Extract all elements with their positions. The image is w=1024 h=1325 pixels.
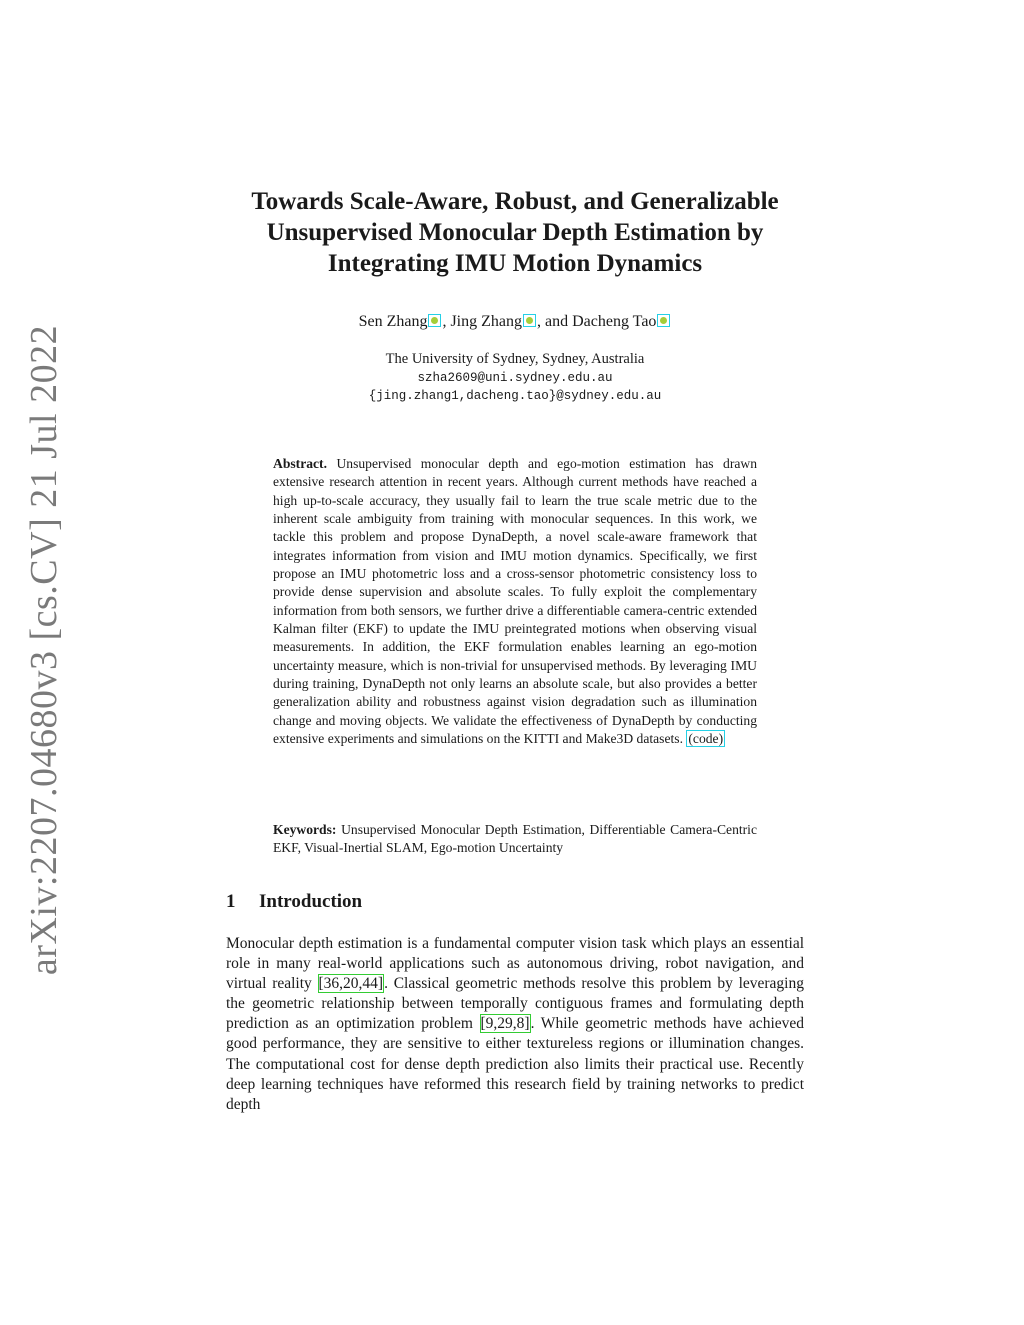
intro-text: Monocular depth estimation is a fundamental computer vision task which plays an essential role in many real-world applications such as autonomous driving, robot navigation, and virtual reality	[226, 935, 804, 993]
abstract	[273, 455, 757, 749]
section-number: 1	[226, 891, 236, 912]
section-title: Introduction	[259, 891, 363, 912]
author-list	[200, 313, 830, 331]
abstract-label: Abstract.	[273, 456, 327, 471]
author-name: Jing Zhang	[450, 313, 522, 330]
author-name: Sen Zhang	[358, 313, 428, 330]
citation-link[interactable]: [36,20,44]	[318, 975, 384, 993]
title-line: Unsupervised Monocular Depth Estimation by	[266, 219, 764, 246]
author-separator: ,	[442, 313, 451, 330]
institution: The University of Sydney, Sydney, Australia	[385, 351, 645, 367]
author-separator: , and	[536, 313, 573, 330]
citation-link[interactable]: [9,29,8]	[480, 1015, 530, 1033]
email-address: szha2609@uni.sydney.edu.au	[417, 370, 613, 385]
affiliation-block	[200, 350, 830, 406]
keywords-text: Unsupervised Monocular Depth Estimation, Differentiable Camera-Centric EKF, Visual-Inertial SLAM, Ego-motion Uncertainty	[273, 822, 757, 856]
author-name: Dacheng Tao	[572, 313, 657, 330]
keywords-label: Keywords:	[273, 822, 337, 837]
intro-paragraph	[226, 934, 804, 1115]
title-line: Integrating IMU Motion Dynamics	[327, 250, 703, 277]
orcid-icon[interactable]	[523, 314, 536, 327]
orcid-icon[interactable]	[657, 314, 670, 327]
orcid-icon[interactable]	[428, 314, 441, 327]
arxiv-identifier[interactable]: arXiv:2207.04680v3 [cs.CV] 21 Jul 2022	[23, 324, 65, 976]
abstract-text: Unsupervised monocular depth and ego-motion estimation has drawn extensive research attention in recent years. Although current methods have reached a high up-to-scale accuracy, they usually fail to learn the true scale metric due to the inherent scale ambiguity from training with monocular sequences. In this work, we tackle this problem and propose DynaDepth, a novel scale-aware framework that integrates information from vision and IMU motion dynamics. Specifically, we first propose an IMU photometric loss and a cross-sensor photometric consistency loss to provide dense supervision and absolute scales. To fully exploit the complementary information from both sensors, we further drive a differentiable camera-centric extended Kalman filter (EKF) to update the IMU preintegrated motions when observing visual measurements. In addition, the EKF formulation enables learning an ego-motion uncertainty measure, which is non-trivial for unsupervised methods. By leveraging IMU during training, DynaDepth not only learns an absolute scale, but also provides a better generalization ability and robustness against vision degradation such as illumination change and moving objects. We validate the effectiveness of DynaDepth by conducting extensive experiments and simulations on the KITTI and Make3D datasets.	[273, 456, 757, 747]
section-heading	[226, 891, 362, 913]
code-link[interactable]: (code)	[688, 731, 724, 747]
intro-text: . While geometric methods have achieved good performance, they are sensitive to either textureless regions or illumination changes. The computational cost for dense depth prediction also limits their practical use. Recently deep learning techniques have reformed this research field by training networks to predict depth	[226, 1015, 805, 1113]
keywords	[273, 821, 757, 858]
title-line: Towards Scale-Aware, Robust, and Generalizable	[251, 188, 779, 215]
paper-title	[200, 186, 830, 279]
email-address: {jing.zhang1,dacheng.tao}@sydney.edu.au	[368, 389, 662, 403]
intro-text: . Classical geometric methods resolve this problem by leveraging the geometric relationship between temporally contiguous frames and formulating depth prediction as an optimization problem	[226, 975, 804, 1033]
